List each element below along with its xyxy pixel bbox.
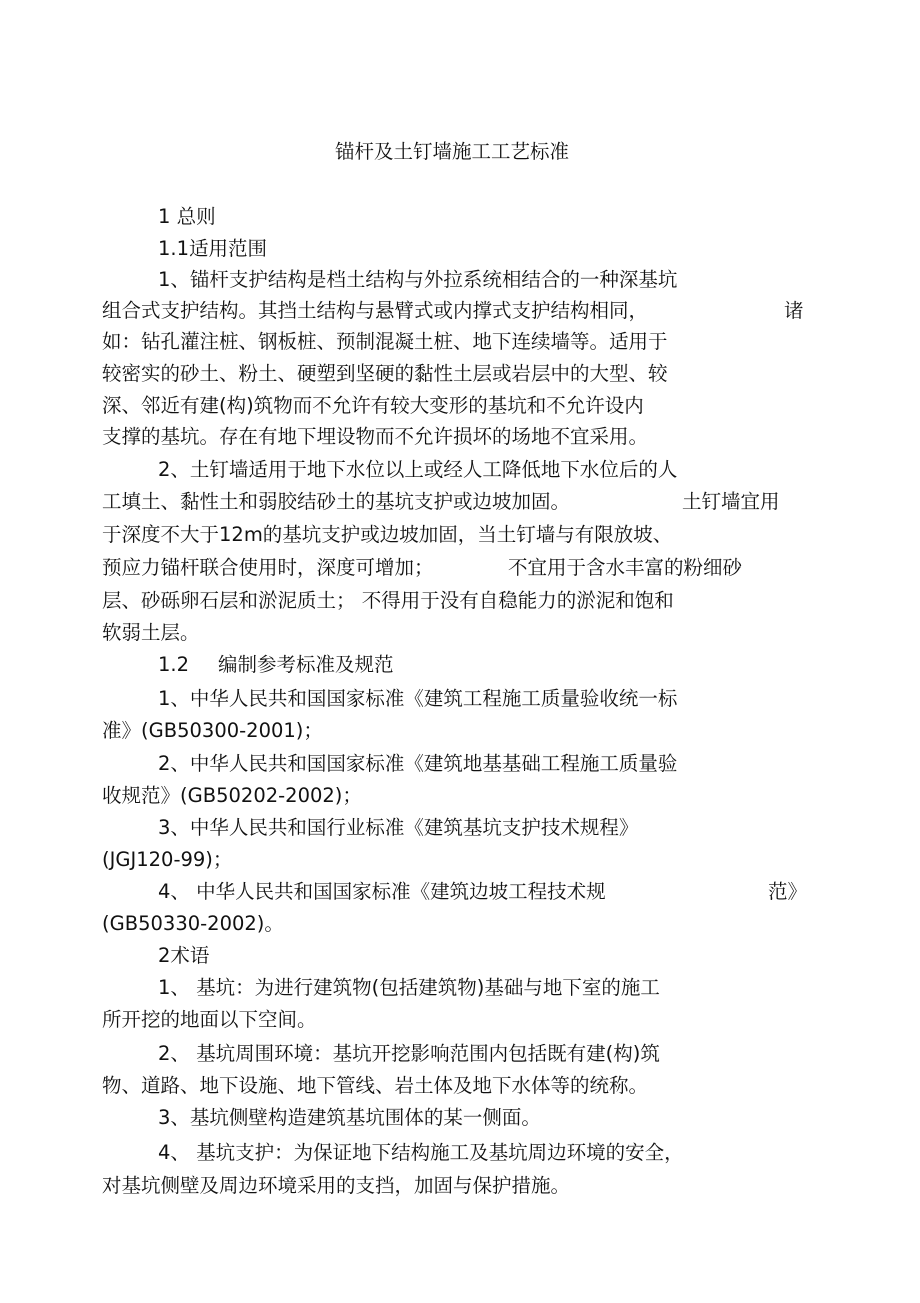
section-heading-general: 1 总则: [158, 205, 216, 228]
paragraph-line: 2、土钉墙适用于地下水位以上或经人工降低地下水位后的人: [158, 458, 678, 481]
subsection-number-references: 1.2: [158, 653, 190, 676]
reference-line: 收规范》(GB50202-2002)；: [102, 784, 362, 807]
term-line: 1、 基坑：为进行建筑物(包括建筑物)基础与地下室的施工: [158, 976, 660, 999]
term-line: 2、 基坑周围环境：基坑开挖影响范围内包括既有建(构)筑: [158, 1042, 660, 1065]
reference-line: 4、 中华人民共和国国家标准《建筑边坡工程技术规: [158, 880, 606, 903]
term-line: 物、道路、地下设施、地下管线、岩土体及地下水体等的统称。: [102, 1074, 649, 1097]
document-title: 锚杆及土钉墙施工工艺标准: [335, 140, 570, 163]
section-heading-terms: 2术语: [158, 944, 210, 967]
paragraph-line: 工填土、黏性土和弱胶结砂土的基坑支护或边坡加固。: [102, 490, 571, 513]
term-line: 所开挖的地面以下空间。: [102, 1008, 317, 1031]
reference-line: 2、中华人民共和国国家标准《建筑地基基础工程施工质量验: [158, 752, 678, 775]
paragraph-line: 较密实的砂土、粉土、硬塑到坚硬的黏性土层或岩层中的大型、较: [102, 362, 668, 385]
reference-line: 准》(GB50300-2001)；: [102, 719, 323, 742]
paragraph-line: 1、锚杆支护结构是档土结构与外拉系统相结合的一种深基坑: [158, 268, 678, 291]
paragraph-line: 组合式支护结构。其挡土结构与悬臂式或内撑式支护结构相同，: [102, 299, 649, 322]
subsection-heading-references: 编制参考标准及规范: [218, 653, 394, 676]
term-line: 对基坑侧壁及周边环境采用的支挡，加固与保护措施。: [102, 1174, 571, 1197]
reference-line: 1、中华人民共和国国家标准《建筑工程施工质量验收统一标: [158, 687, 678, 710]
paragraph-line: 深、邻近有建(构)筑物而不允许有较大变形的基坑和不允许设内: [102, 394, 644, 417]
reference-line: 范》: [768, 880, 808, 903]
paragraph-line: 不宜用于含水丰富的粉细砂: [508, 556, 743, 579]
paragraph-line: 软弱土层。: [102, 621, 200, 644]
paragraph-line: 支撑的基坑。存在有地下埋设物而不允许损坏的场地不宜采用。: [102, 425, 649, 448]
paragraph-line: 诸: [784, 299, 804, 322]
reference-line: (JGJ120-99)；: [102, 848, 233, 871]
subsection-heading-scope: 1.1适用范围: [158, 237, 268, 260]
paragraph-line: 如：钻孔灌注桩、钢板桩、预制混凝土桩、地下连续墙等。适用于: [102, 330, 668, 353]
paragraph-line: 土钉墙宜用: [682, 490, 780, 513]
reference-line: (GB50330-2002)。: [102, 912, 284, 935]
paragraph-line: 于深度不大于12m的基坑支护或边坡加固，当土钉墙与有限放坡、: [102, 523, 673, 546]
term-line: 4、 基坑支护：为保证地下结构施工及基坑周边环境的安全，: [158, 1141, 684, 1164]
paragraph-line: 层、砂砾卵石层和淤泥质土； 不得用于没有自稳能力的淤泥和饱和: [102, 589, 674, 612]
paragraph-line: 预应力锚杆联合使用时，深度可增加；: [102, 556, 434, 579]
term-line: 3、基坑侧壁构造建筑基坑围体的某一侧面。: [158, 1106, 541, 1129]
reference-line: 3、中华人民共和国行业标准《建筑基坑支护技术规程》: [158, 816, 639, 839]
